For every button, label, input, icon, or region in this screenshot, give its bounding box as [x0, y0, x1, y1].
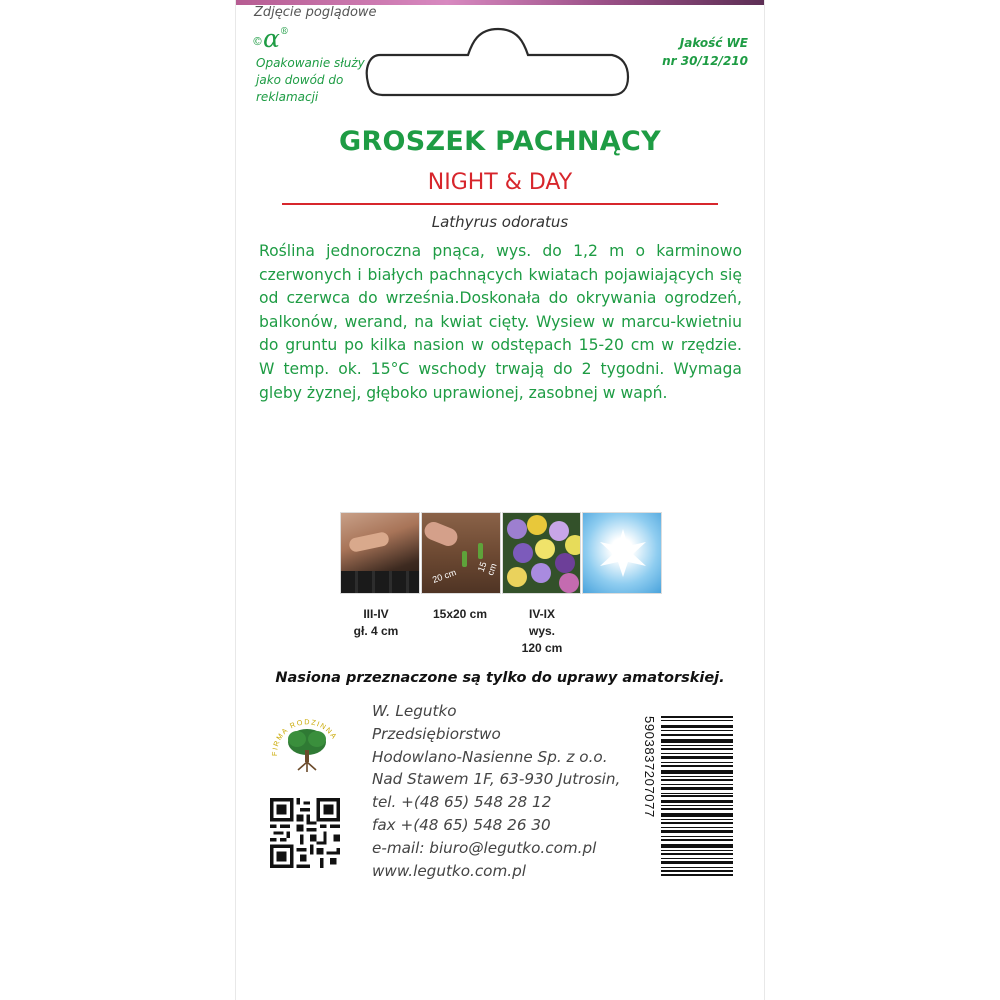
- amateur-use-notice: Nasiona przeznaczone są tylko do uprawy amatorskiej.: [275, 670, 725, 686]
- barcode-digits: 5903837207077: [642, 716, 657, 818]
- spacing-label-a: 15 cm: [475, 560, 499, 577]
- quality-label: Jakość WE: [679, 36, 748, 50]
- company-phone: tel. +(48 65) 548 28 12: [372, 793, 552, 812]
- variety-name: NIGHT & DAY: [427, 170, 573, 195]
- flowering-period: IV-IX: [528, 607, 555, 621]
- flowers-photo: [502, 512, 582, 594]
- company-address: Nad Stawem 1F, 63-930 Jutrosin,: [372, 770, 621, 789]
- spacing-value: 15x20 cm: [432, 607, 488, 621]
- company-type-full: Hodowlano-Nasienne Sp. z o.o.: [372, 747, 608, 766]
- family-firm-logo: [268, 702, 346, 780]
- company-fax: fax +(48 65) 548 26 30: [372, 815, 551, 834]
- hand-shape: [422, 519, 460, 548]
- hang-hole-outline: [360, 25, 636, 100]
- cultivation-icons: [340, 512, 662, 594]
- seed-tray-shape: [341, 571, 419, 593]
- hand-shape: [348, 531, 390, 553]
- flowering-caption: [502, 606, 582, 657]
- company-contact: [372, 700, 632, 882]
- quality-number: nr 30/12/210: [662, 54, 748, 68]
- title-divider: [282, 203, 718, 205]
- copyright-mark: ©: [252, 35, 263, 48]
- sowing-photo: [340, 512, 420, 594]
- sowing-caption: [336, 606, 416, 640]
- sun-star-icon: [597, 527, 649, 579]
- company-name: W. Legutko: [372, 702, 457, 720]
- latin-name: Lathyrus odoratus: [431, 213, 569, 231]
- quality-info: [640, 34, 748, 70]
- alpha-symbol: α: [263, 24, 280, 53]
- photo-note: Zdjęcie poglądowe: [254, 5, 377, 20]
- sowing-period: III-IV: [363, 607, 389, 621]
- company-type: Przedsiębiorstwo: [372, 724, 501, 743]
- family-firm-text: FIRMA RODZINNA: [269, 717, 340, 757]
- alpha-logo: [252, 24, 289, 53]
- sun-exposure-icon: [582, 512, 662, 594]
- sowing-depth: gł. 4 cm: [353, 624, 399, 638]
- product-description: Roślina jednoroczna pnąca, wys. do 1,2 m o karminowo czerwonych i białych pachnących kwiatach pojawiających się od czerwca do września.Doskonała do okrywania ogrodzeń, balkonów, werand, na kwiat cięty. Wysiew w marcu-kwietniu do gruntu po kilka nasion w odstępach 15-20 cm w rzędzie. W temp. ok. 15°C wschody trwają do 2 tygodni. Wymaga gleby żyznej, głęboko uprawionej, zasobnej w wapń.: [259, 242, 742, 402]
- registered-mark: ®: [279, 27, 289, 37]
- spacing-label-b: 20 cm: [430, 567, 458, 585]
- qr-code: [270, 798, 340, 868]
- spacing-photo: [421, 512, 501, 594]
- company-website[interactable]: www.legutko.com.pl: [372, 861, 526, 880]
- company-email: e-mail: biuro@legutko.com.pl: [372, 838, 597, 857]
- height-value: 120 cm: [521, 641, 563, 655]
- ean-barcode: [642, 716, 735, 876]
- spacing-caption: [420, 606, 500, 623]
- claim-note: Opakowanie służy jako dowód do reklamacji: [256, 56, 365, 104]
- sprout-shape: [462, 551, 467, 567]
- product-title: GROSZEK PACHNĄCY: [339, 126, 661, 157]
- height-label: wys.: [528, 624, 555, 638]
